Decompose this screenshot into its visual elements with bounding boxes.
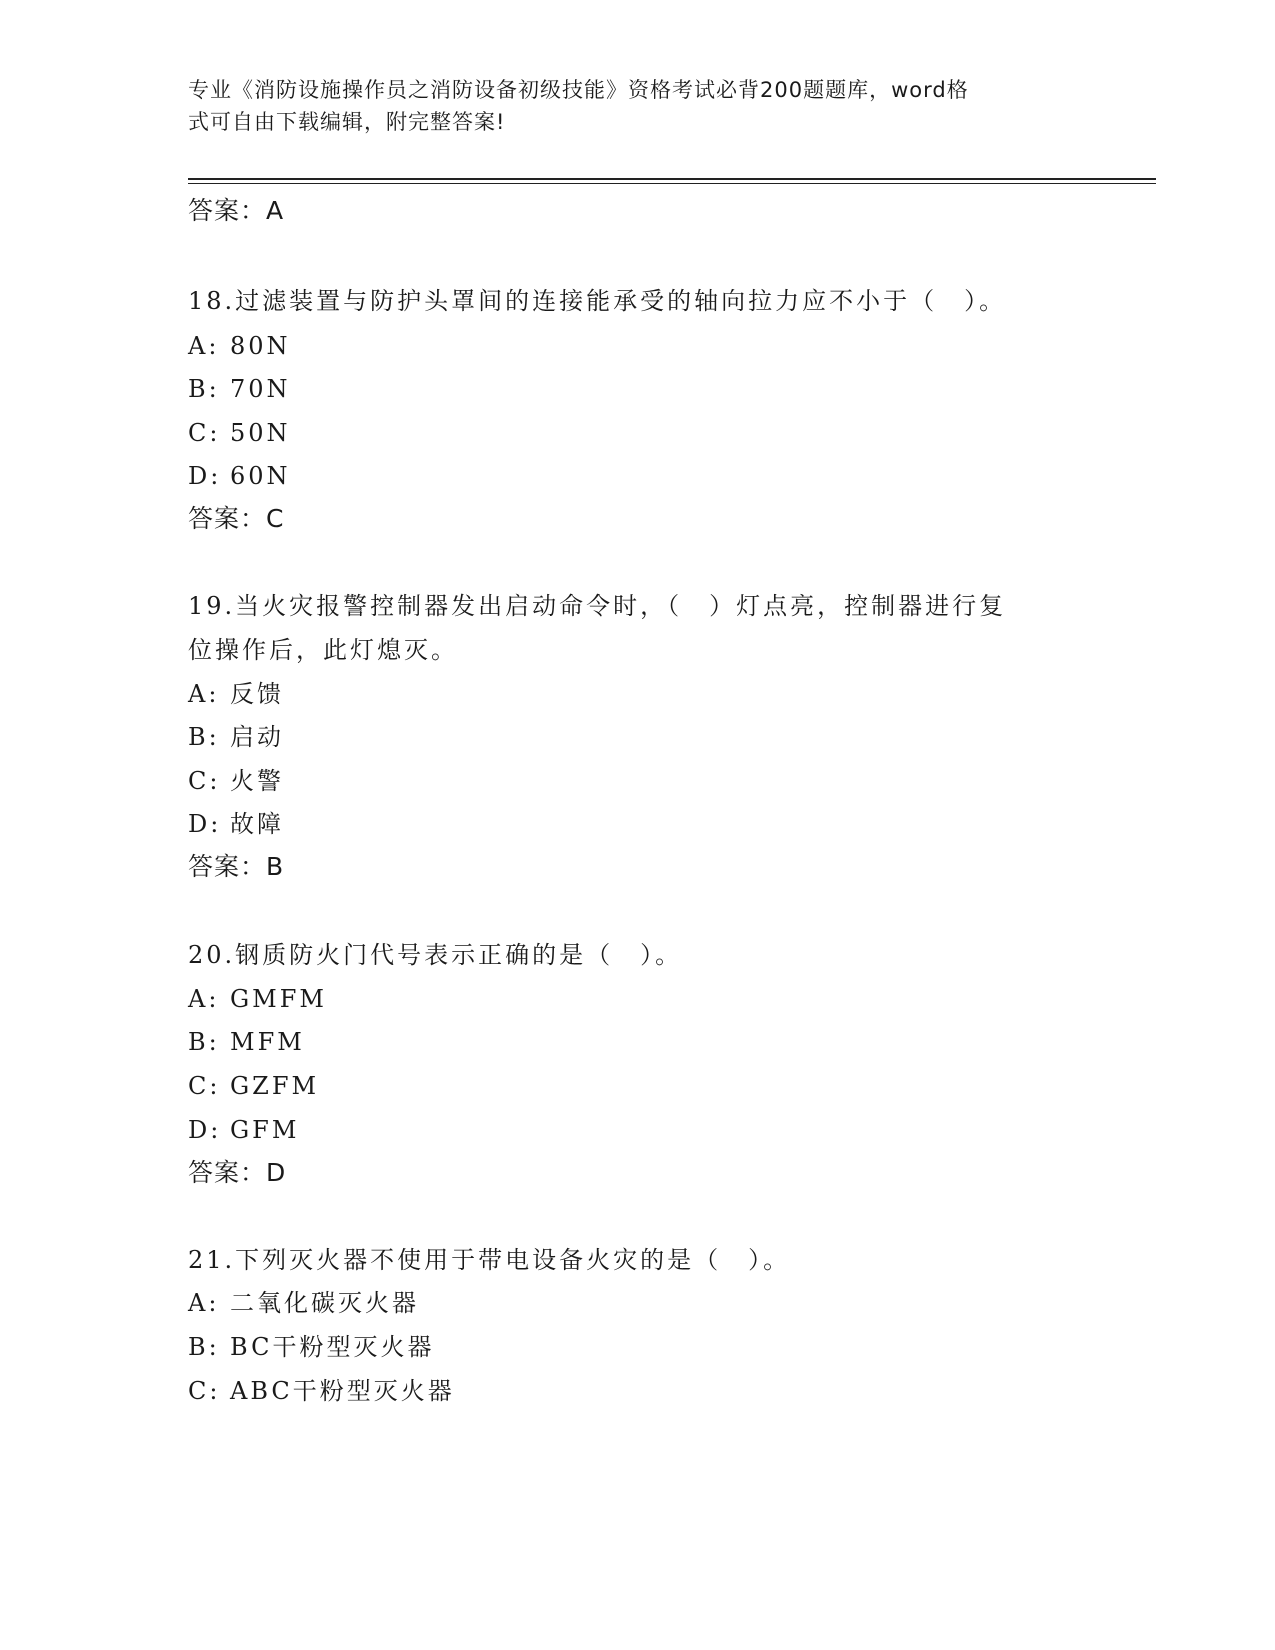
option-letter: D: (188, 462, 222, 490)
question-19-option-b (188, 721, 284, 753)
option-text: 50N (230, 419, 291, 447)
question-20-option-a (188, 983, 327, 1015)
question-21-option-c (188, 1375, 455, 1407)
document-header (188, 74, 1088, 138)
question-21-option-b (188, 1331, 434, 1363)
option-letter: C: (188, 1072, 221, 1100)
option-letter: C: (188, 419, 221, 447)
option-letter: B: (188, 375, 220, 403)
question-21-option-a (188, 1287, 419, 1319)
option-text: MFM (230, 1028, 305, 1056)
previous-answer: 答案：A (188, 196, 285, 225)
option-text: ABC干粉型灭火器 (230, 1377, 455, 1405)
question-18-option-a (188, 330, 291, 362)
question-18-stem: 18.过滤装置与防护头罩间的连接能承受的轴向拉力应不小于（ ）。 (188, 287, 1007, 315)
question-20-option-b (188, 1026, 305, 1058)
question-20-option-c (188, 1070, 319, 1102)
question-19-stem-line-2: 位操作后，此灯熄灭。 (188, 636, 458, 664)
question-21-stem: 21.下列灭火器不使用于带电设备火灾的是（ ）。 (188, 1246, 791, 1274)
question-20-answer: 答案：D (188, 1158, 287, 1187)
option-letter: C: (188, 767, 221, 795)
option-text: 火警 (230, 767, 284, 795)
question-19-option-c (188, 765, 284, 797)
option-letter: A: (188, 680, 220, 708)
option-letter: C: (188, 1377, 221, 1405)
question-19-option-d (188, 808, 284, 840)
question-20-stem: 20.钢质防火门代号表示正确的是（ ）。 (188, 941, 683, 969)
question-18-option-d (188, 460, 291, 492)
header-divider-thin (188, 183, 1156, 184)
option-text: BC干粉型灭火器 (230, 1333, 435, 1361)
question-18-option-c (188, 417, 291, 449)
option-text: 二氧化碳灭火器 (230, 1289, 419, 1317)
question-18-answer: 答案：C (188, 504, 285, 533)
header-line-1: 专业《消防设施操作员之消防设备初级技能》资格考试必背200题题库，word格 (188, 78, 969, 102)
option-text: GZFM (230, 1072, 320, 1100)
option-letter: B: (188, 1333, 220, 1361)
option-letter: D: (188, 1116, 222, 1144)
option-text: GMFM (230, 985, 327, 1013)
option-letter: A: (188, 332, 220, 360)
question-20-option-d (188, 1114, 299, 1146)
option-text: 80N (230, 332, 291, 360)
option-text: 启动 (230, 723, 284, 751)
question-19-stem-line-1: 19.当火灾报警控制器发出启动命令时，（ ）灯点亮，控制器进行复 (188, 592, 1007, 620)
option-text: 反馈 (230, 680, 284, 708)
option-letter: D: (188, 810, 222, 838)
option-text: 60N (230, 462, 291, 490)
question-18-option-b (188, 373, 291, 405)
option-letter: A: (188, 985, 220, 1013)
option-text: 70N (230, 375, 291, 403)
header-line-2: 式可自由下载编辑，附完整答案! (188, 110, 506, 134)
option-letter: B: (188, 1028, 220, 1056)
question-19-option-a (188, 678, 284, 710)
option-text: 故障 (230, 810, 284, 838)
option-text: GFM (230, 1116, 300, 1144)
option-letter: B: (188, 723, 220, 751)
question-19-answer: 答案：B (188, 852, 285, 881)
header-divider-thick (188, 178, 1156, 180)
option-letter: A: (188, 1289, 220, 1317)
